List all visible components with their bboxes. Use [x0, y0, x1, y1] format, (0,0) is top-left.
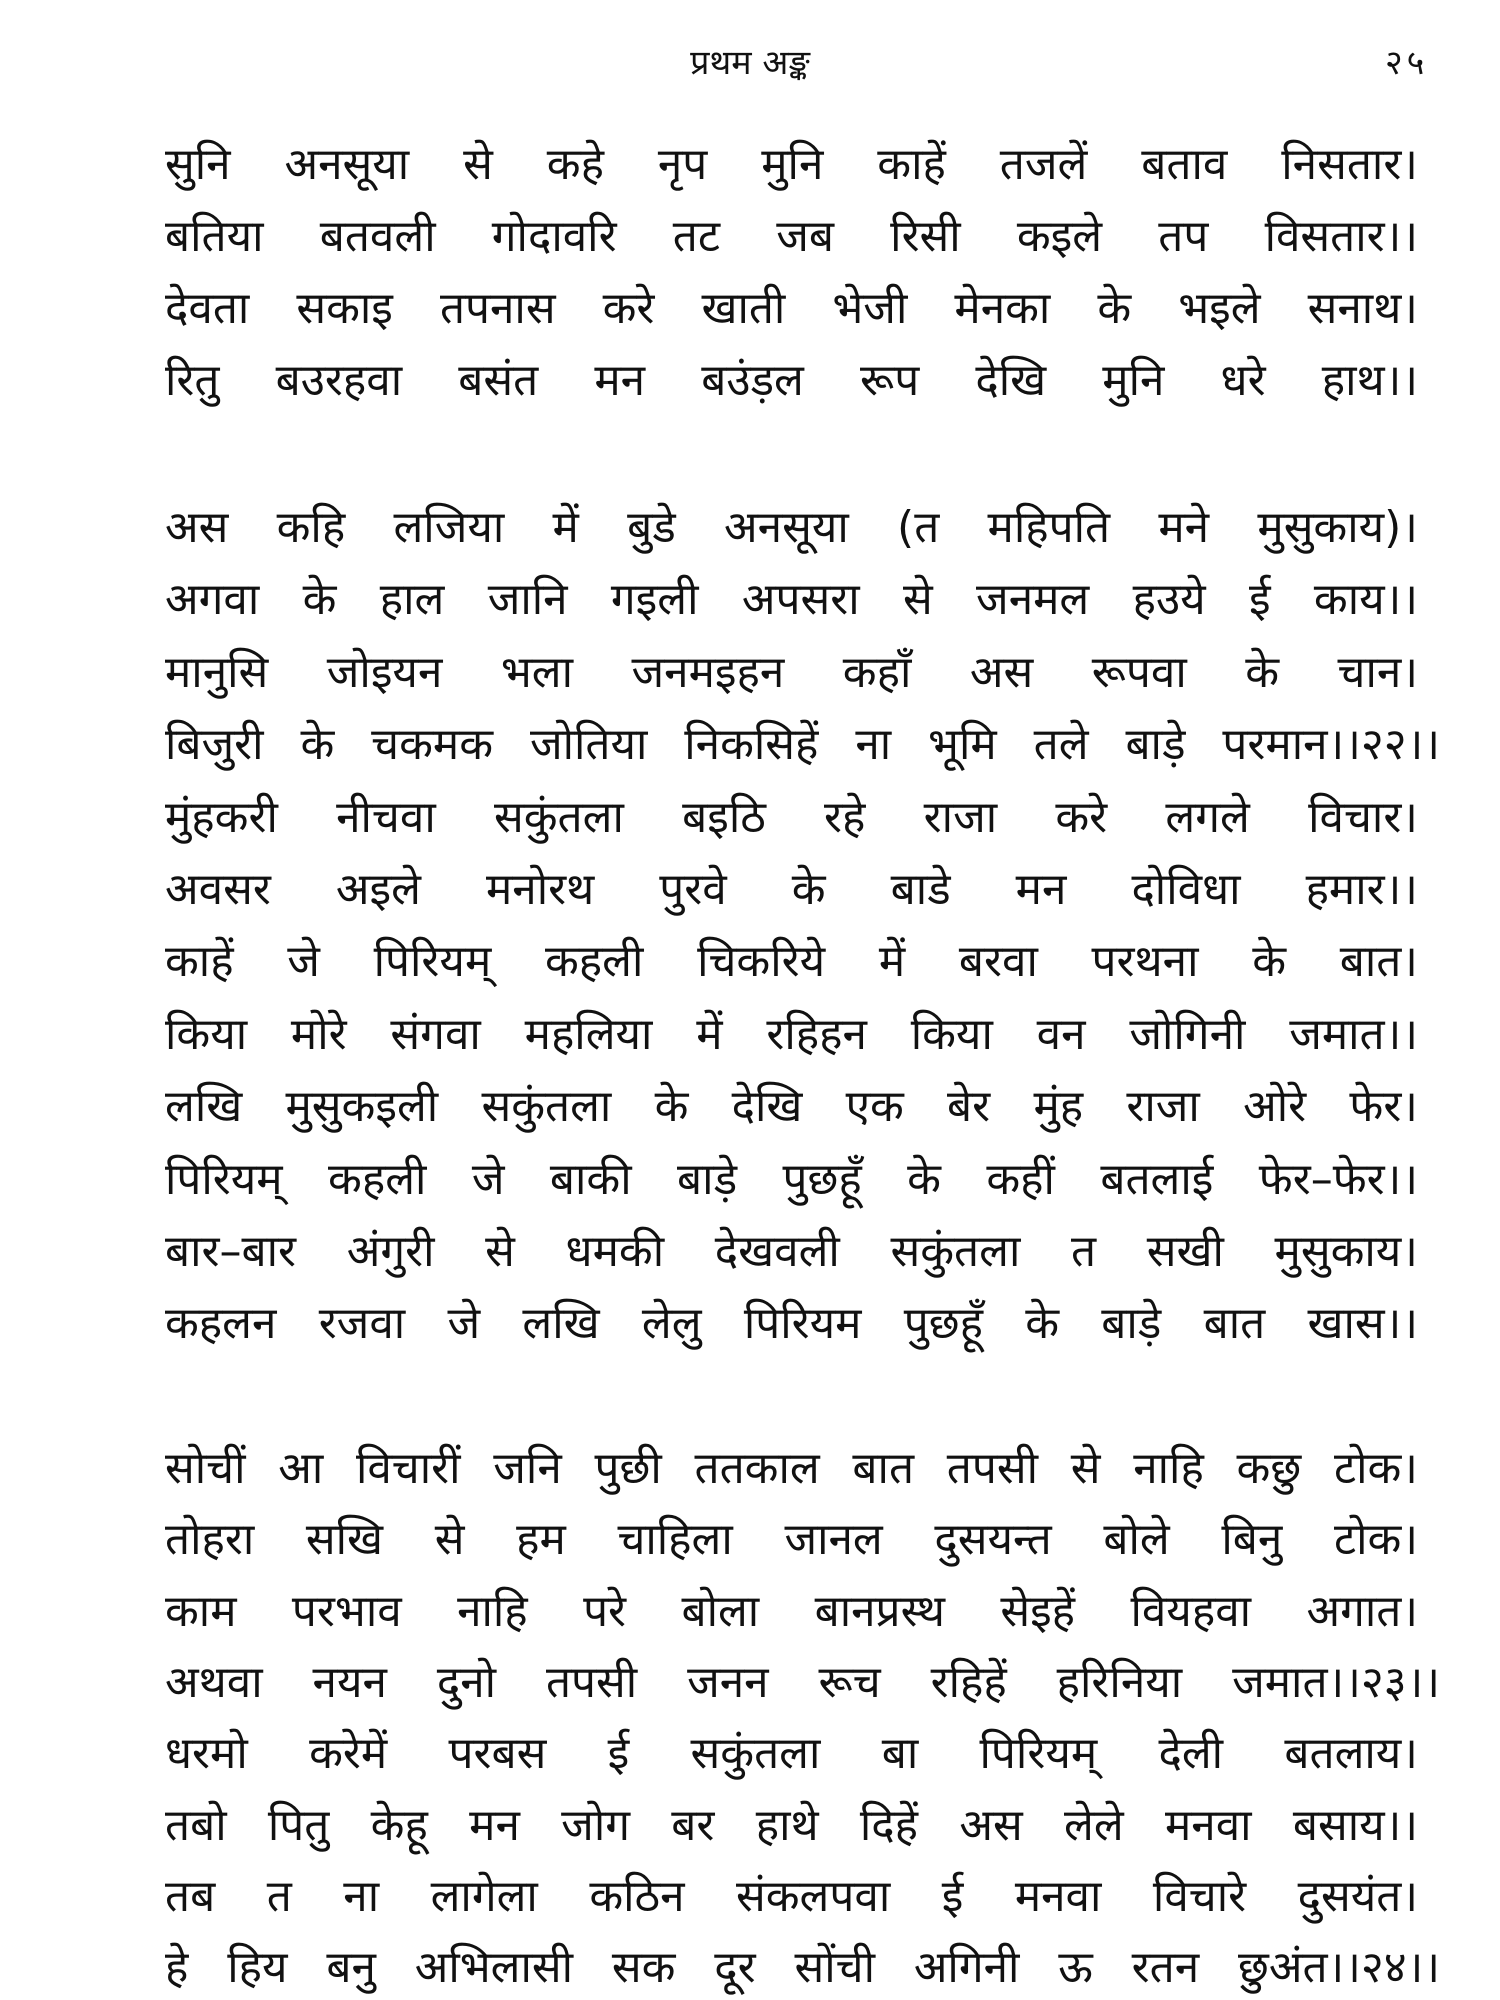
verse-line: मुंहकरी नीचवा सकुंतला बइठि रहे राजा करे लगले विचार।	[165, 791, 1418, 843]
verse-line: तब त ना लागेला कठिन संकलपवा ई मनवा विचारे दुसयंत।	[165, 1870, 1418, 1922]
verse-line: बतिया बतवली गोदावरि तट जब रिसी कइले तप विसतार।।	[165, 211, 1418, 262]
verse-line: कहलन रजवा जे लखि लेलु पिरियम पुछहूँ के बाड़े बात खास।।	[165, 1298, 1418, 1350]
verse-line: अवसर अइले मनोरथ पुरवे के बाडे मन दोविधा हमार।।	[165, 864, 1418, 915]
verse-line: पिरियम् कहली जे बाकी बाड़े पुछहूँ के कहीं बतलाई फेर–फेर।।	[165, 1153, 1418, 1205]
verse-line: अथवा नयन दुनो तपसी जनन रूच रहिहें हरिनिया जमात।।२३।।	[165, 1656, 1440, 1708]
verse-line: सोचीं आ विचारीं जनि पुछी ततकाल बात तपसी से नाहि कछु टोक।	[165, 1443, 1418, 1494]
verse-line: बिजुरी के चकमक जोतिया निकसिहें ना भूमि तले बाड़े परमान।।२२।।	[165, 719, 1440, 771]
verse-line: देवता सकाइ तपनास करे खाती भेजी मेनका के भइले सनाथ।	[165, 283, 1418, 334]
verse-line: रितु बउरहवा बसंत मन बउंड़ल रूप देखि मुनि धरे हाथ।।	[165, 355, 1418, 406]
verse-line: काहें जे पिरियम् कहली चिकरिये में बरवा परथना के बात।	[165, 936, 1418, 988]
verse-line: हे हिय बनु अभिलासी सक दूर सोंची अगिनी ऊ रतन छुअंत।।२४।।	[165, 1942, 1440, 1994]
verse-line: धरमो करेमें परबस ई सकुंतला बा पिरियम् देली बतलाय।	[165, 1728, 1418, 1780]
verse-line: काम परभाव नाहि परे बोला बानप्रस्थ सेइहें वियहवा अगात।	[165, 1585, 1418, 1637]
verse-line: लखि मुसुकइली सकुंतला के देखि एक बेर मुंह राजा ओरे फेर।	[165, 1081, 1418, 1133]
running-header-title: प्रथम अङ्क	[690, 43, 810, 83]
verse-line: बार–बार अंगुरी से धमकी देखवली सकुंतला त सखी मुसुकाय।	[165, 1226, 1418, 1277]
verse-line: किया मोरे संगवा महलिया में रहिहन किया वन जोगिनी जमात।।	[165, 1008, 1418, 1060]
page-number: २५	[1385, 43, 1429, 83]
verse-line: तबो पितु केहू मन जोग बर हाथे दिहें अस लेले मनवा बसाय।।	[165, 1799, 1418, 1851]
verse-line: मानुसि जोइयन भला जनमइहन कहाँ अस रूपवा के चान।	[165, 646, 1418, 698]
verse-line: तोहरा सखि से हम चाहिला जानल दुसयन्त बोले बिनु टोक।	[165, 1514, 1418, 1566]
verse-line: अस कहि लजिया में बुडे अनसूया (त महिपति मने मुसुकाय)।	[165, 502, 1418, 553]
verse-line: सुनि अनसूया से कहे नृप मुनि काहें तजलें बताव निसतार।	[165, 139, 1418, 190]
verse-line: अगवा के हाल जानि गइली अपसरा से जनमल हउये ई काय।।	[165, 574, 1418, 626]
